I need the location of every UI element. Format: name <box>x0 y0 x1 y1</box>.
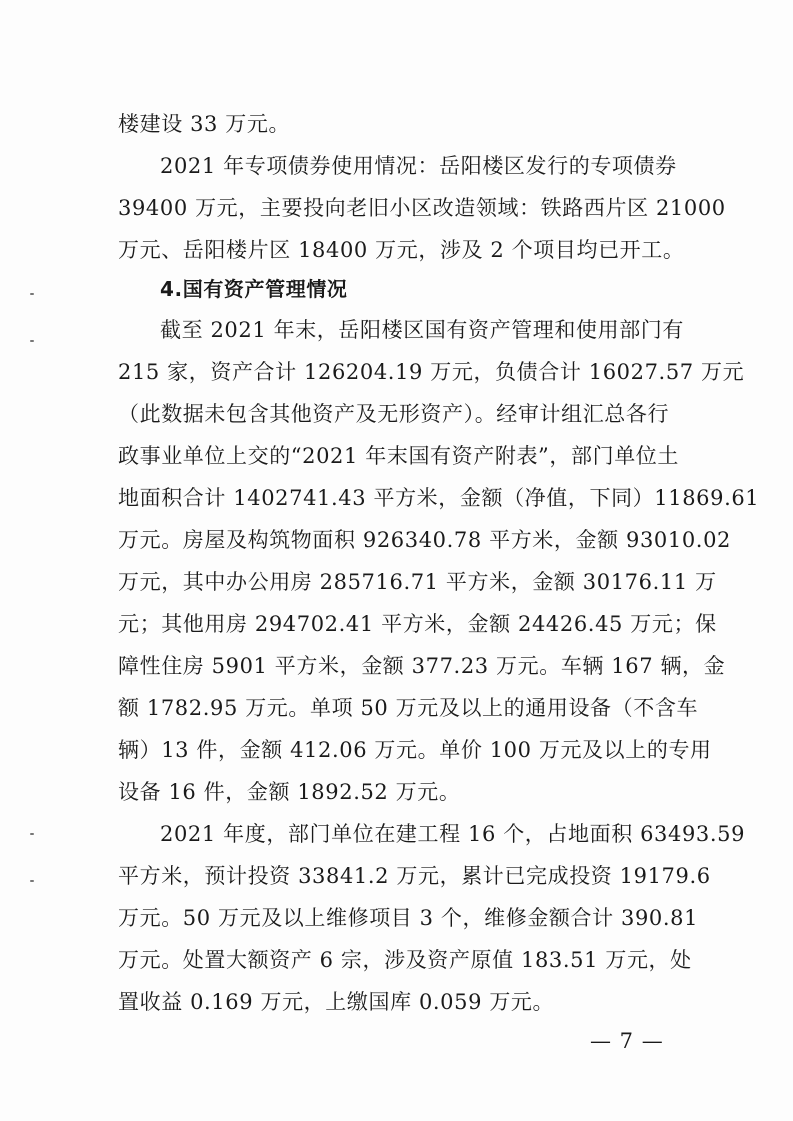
scan-artifact <box>30 340 34 342</box>
page-number: — 7 — <box>590 1029 664 1053</box>
paragraph-bonds-line-2: 39400 万元，主要投向老旧小区改造领域：铁路西片区 21000 <box>118 196 726 220</box>
paragraph-assets-line-8: 元；其他用房 294702.41 平方米，金额 24426.45 万元；保 <box>118 612 717 636</box>
paragraph-projects-line-3: 万元。50 万元及以上维修项目 3 个，维修金额合计 390.81 <box>118 906 699 930</box>
scan-artifact <box>30 293 34 295</box>
text-line-1: 楼建设 33 万元。 <box>118 112 291 136</box>
scan-artifact <box>30 880 34 882</box>
paragraph-assets-line-7: 万元，其中办公用房 285716.71 平方米，金额 30176.11 万 <box>118 570 717 594</box>
paragraph-assets-line-5: 地面积合计 1402741.43 平方米，金额（净值，下同）11869.61 <box>118 486 760 510</box>
paragraph-bonds-line-1: 2021 年专项债券使用情况：岳阳楼区发行的专项债券 <box>160 154 677 178</box>
paragraph-projects-line-5: 置收益 0.169 万元，上缴国库 0.059 万元。 <box>118 990 555 1014</box>
paragraph-assets-line-1: 截至 2021 年末，岳阳楼区国有资产管理和使用部门有 <box>160 318 684 342</box>
paragraph-assets-line-10: 额 1782.95 万元。单项 50 万元及以上的通用设备（不含车 <box>118 696 699 720</box>
paragraph-assets-line-12: 设备 16 件，金额 1892.52 万元。 <box>118 780 461 804</box>
paragraph-projects-line-1: 2021 年度，部门单位在建工程 16 个，占地面积 63493.59 <box>160 822 746 846</box>
paragraph-assets-line-6: 万元。房屋及构筑物面积 926340.78 平方米，金额 93010.02 <box>118 528 731 552</box>
paragraph-projects-line-2: 平方米，预计投资 33841.2 万元，累计已完成投资 19179.6 <box>118 864 711 888</box>
paragraph-assets-line-4: 政事业单位上交的“2021 年末国有资产附表”，部门单位土 <box>118 444 679 468</box>
paragraph-projects-line-4: 万元。处置大额资产 6 宗，涉及资产原值 183.51 万元，处 <box>118 948 692 972</box>
paragraph-assets-line-9: 障性住房 5901 平方米，金额 377.23 万元。车辆 167 辆，金 <box>118 654 726 678</box>
paragraph-assets-line-2: 215 家，资产合计 126204.19 万元，负债合计 16027.57 万元 <box>118 360 745 384</box>
section-heading: 4.国有资产管理情况 <box>160 277 348 301</box>
scan-artifact <box>30 833 34 835</box>
paragraph-assets-line-3: （此数据未包含其他资产及无形资产）。经审计组汇总各行 <box>118 402 670 426</box>
paragraph-assets-line-11: 辆）13 件，金额 412.06 万元。单价 100 万元及以上的专用 <box>118 738 712 762</box>
paragraph-bonds-line-3: 万元、岳阳楼片区 18400 万元，涉及 2 个项目均已开工。 <box>118 238 685 262</box>
